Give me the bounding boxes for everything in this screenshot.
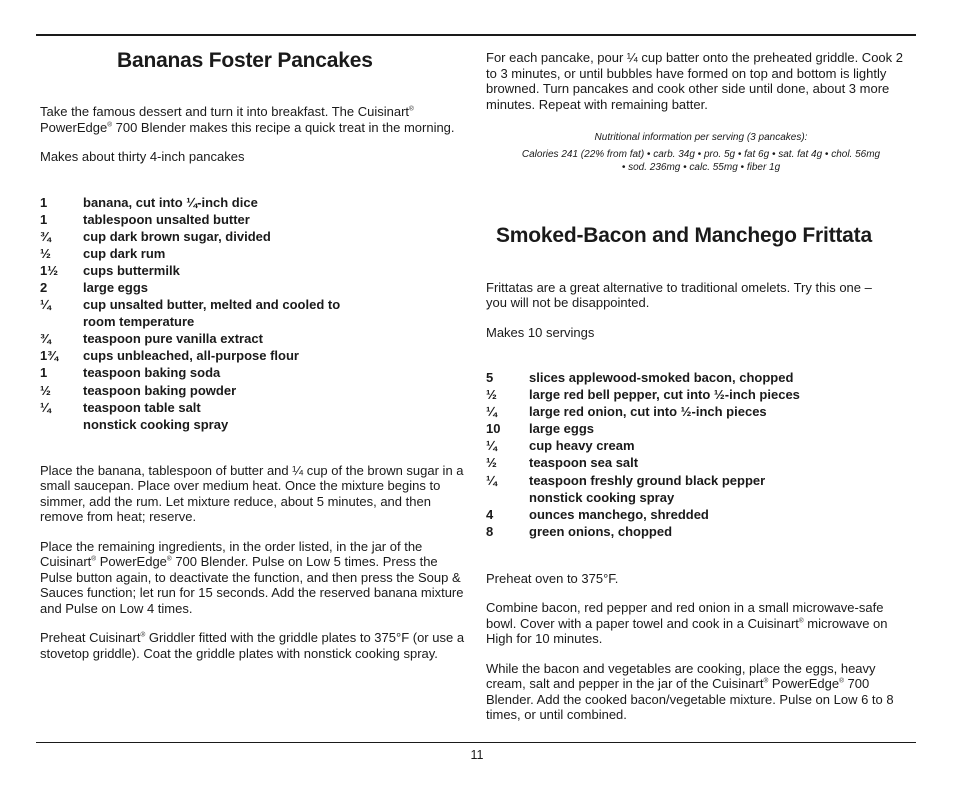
ingredient-row: ¼ cup heavy cream [486, 438, 635, 454]
ingredient-row: ½ cup dark rum [40, 245, 166, 261]
nutrition-line: Calories 241 (22% from fat) • carb. 34g • pro. 5g • fat 6g • sat. fat 4g • chol. 56mg [521, 148, 881, 160]
ingredient-row: 8 green onions, chopped [486, 523, 673, 539]
ingredient-row: 1 banana, cut into ¼-inch dice [40, 194, 258, 210]
nutrition-heading: Nutritional information per serving (3 pancakes): [594, 132, 808, 143]
frittata-step-2: Combine bacon, red pepper and red onion in a small microwave-safe bowl. Cover with a paper towel and cook in a Cuisinart® microwave on High for 10 minutes. [486, 600, 888, 647]
frittata-intro: Frittatas are a great alternative to traditional omelets. Try this one – you will not be disappointed. [486, 279, 872, 310]
ingredient-row: ¼ teaspoon freshly ground black pepper [486, 472, 766, 488]
ingredient-row: 10 large eggs [486, 421, 595, 437]
ingredient-row: 5 slices applewood-smoked bacon, chopped [486, 370, 794, 385]
recipe-title-frittata: Smoked-Bacon and Manchego Frittata [496, 223, 872, 247]
ingredient-row: 1½ cups buttermilk [40, 262, 180, 278]
pancakes-intro: Take the famous dessert and turn it into breakfast. The Cuisinart® PowerEdge® 700 Blender makes this recipe a quick treat in the morning. [40, 104, 455, 135]
nutrition-line: • sod. 236mg • calc. 55mg • fiber 1g [621, 162, 781, 173]
recipe-title-pancakes: Bananas Foster Pancakes [117, 49, 373, 72]
pancakes-yield: Makes about thirty 4-inch pancakes [40, 149, 245, 164]
pancakes-step-1: Place the banana, tablespoon of butter and ¼ cup of the brown sugar in a small saucepan. Place over medium heat. Once the mixture begins to simmer, add the rum. Let mixture reduce, about 5 minutes, and then remove from heat; reserve. [40, 462, 464, 525]
pancakes-step-4: For each pancake, pour ¼ cup batter onto the preheated griddle. Cook 2 to 3 minutes, or until bubbles have formed on top and bottom is lightly browned. Turn pancakes and cook other side until done, about 3 more minutes. Repeat with remaining batter. [486, 50, 903, 112]
ingredient-row: ½ large red bell pepper, cut into ½-inch pieces [486, 387, 800, 403]
ingredient-row: ¼ cup unsalted butter, melted and cooled to room temperature [40, 297, 341, 330]
ingredient-row: ½ teaspoon baking powder [40, 382, 237, 398]
frittata-yield: Makes 10 servings [486, 324, 595, 340]
pancakes-step-2: Place the remaining ingredients, in the order listed, in the jar of the Cuisinart® PowerEdge® 700 Blender. Pulse on Low 5 times. Press the Pulse button again, to deactivate the function, and then press the Soup & Sauces function; let run for 15 seconds. Add the reserved banana mixture and Pulse on Low 4 times. [40, 538, 464, 616]
ingredient-row: 2 large eggs [40, 279, 149, 295]
ingredient-row: 1 tablespoon unsalted butter [40, 211, 250, 227]
ingredient-row: ¾ teaspoon pure vanilla extract [40, 331, 263, 347]
frittata-step-3: While the bacon and vegetables are cooking, place the eggs, heavy cream, salt and pepper in the jar of the Cuisinart® PowerEdge® 700 Blender. Add the cooked bacon/vegetable mixture. Pulse on Low 6 to 8 times, or until combined. [486, 660, 894, 723]
nutrition-info [486, 131, 916, 175]
frittata-step-1: Preheat oven to 375°F. [486, 570, 619, 586]
ingredient-row: 1¾ cups unbleached, all-purpose flour [40, 348, 299, 364]
bottom-rule [36, 742, 916, 743]
frittata-ingredient-list [486, 369, 916, 540]
right-column [486, 36, 916, 723]
ingredient-row: ¼ large red onion, cut into ½-inch pieces [486, 404, 767, 420]
pancakes-step-3: Preheat Cuisinart® Griddler fitted with the griddle plates to 375°F (or use a stovetop griddle). Coat the griddle plates with nonstick cooking spray. [40, 630, 465, 661]
ingredient-row: nonstick cooking spray [529, 489, 675, 505]
page-number: 11 [470, 748, 484, 762]
ingredient-row: ¼ teaspoon table salt [40, 399, 201, 415]
left-column [40, 36, 465, 661]
ingredient-row: 1 teaspoon baking soda [40, 365, 221, 381]
ingredient-row: nonstick cooking spray [83, 416, 229, 432]
pancakes-ingredient-list [40, 194, 465, 433]
ingredient-row: ½ teaspoon sea salt [486, 455, 639, 471]
ingredient-row: ¾ cup dark brown sugar, divided [40, 228, 271, 244]
ingredient-row: 4 ounces manchego, shredded [486, 506, 709, 522]
